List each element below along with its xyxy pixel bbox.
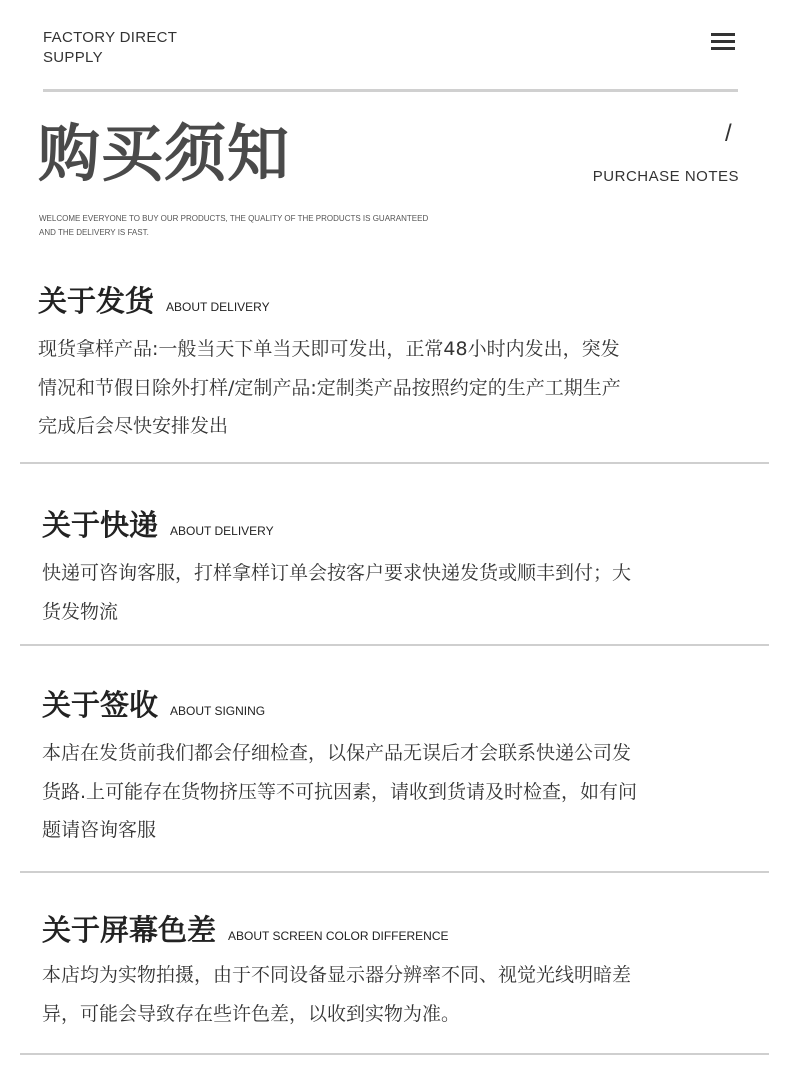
- section-express-heading: [42, 503, 274, 544]
- section-divider: [20, 462, 769, 464]
- welcome-text: [39, 212, 439, 240]
- header-divider: [43, 89, 738, 92]
- section-signing-body: [42, 734, 732, 850]
- body-line: 货发物流: [42, 600, 119, 623]
- section-title: 关于签收: [42, 688, 159, 722]
- body-line: 情况和节假日除外打样/定制产品:定制类产品按照约定的生产工期生产: [38, 376, 621, 399]
- welcome-line-1: WELCOME EVERYONE TO BUY OUR PRODUCTS, THE QUALITY OF THE PRODUCTS IS GUARANTEED: [39, 214, 429, 223]
- section-delivery-body: [38, 330, 728, 446]
- hamburger-menu-icon[interactable]: [711, 33, 735, 51]
- section-title-en: ABOUT DELIVERY: [170, 524, 274, 538]
- section-title-en: ABOUT SIGNING: [170, 704, 266, 718]
- welcome-line-2: AND THE DELIVERY IS FAST.: [39, 228, 149, 237]
- section-delivery-heading: [38, 279, 270, 320]
- section-express-body: [42, 554, 732, 631]
- brand-line-1: FACTORY DIRECT: [43, 29, 178, 46]
- brand-line-2: SUPPLY: [43, 49, 103, 66]
- body-line: 完成后会尽快安排发出: [38, 415, 229, 437]
- body-line: 本店在发货前我们都会仔细检查，以保产品无误后才会联系快递公司发: [42, 742, 632, 764]
- title-slash: /: [725, 120, 732, 147]
- section-color-body: [42, 956, 732, 1033]
- page-subtitle: PURCHASE NOTES: [592, 168, 739, 185]
- page-title: 购买须知: [38, 117, 291, 190]
- section-title-en: ABOUT SCREEN COLOR DIFFERENCE: [228, 929, 449, 943]
- body-line: 异，可能会导致存在些许色差，以收到实物为准。: [42, 1002, 461, 1025]
- section-signing-heading: [42, 683, 265, 724]
- section-title: 关于快递: [42, 508, 159, 542]
- section-divider: [20, 871, 769, 873]
- body-line: 快递可咨询客服，打样拿样订单会按客户要求快递发货或顺丰到付；大: [42, 562, 632, 584]
- body-line: 题请咨询客服: [42, 819, 157, 841]
- body-line: 本店均为实物拍摄，由于不同设备显示器分辨率不同、视觉光线明暗差: [42, 964, 632, 986]
- section-title-en: ABOUT DELIVERY: [166, 300, 270, 314]
- section-divider: [20, 644, 769, 646]
- section-title: 关于发货: [38, 284, 155, 318]
- body-line: 现货拿样产品:一般当天下单当天即可发出，正常48小时内发出，突发: [38, 338, 620, 360]
- section-title: 关于屏幕色差: [42, 913, 217, 947]
- body-line: 货路.上可能存在货物挤压等不可抗因素，请收到货请及时检查，如有问: [42, 780, 638, 803]
- brand-logo-text: [43, 28, 177, 68]
- section-divider: [20, 1053, 769, 1055]
- section-color-heading: [42, 908, 449, 949]
